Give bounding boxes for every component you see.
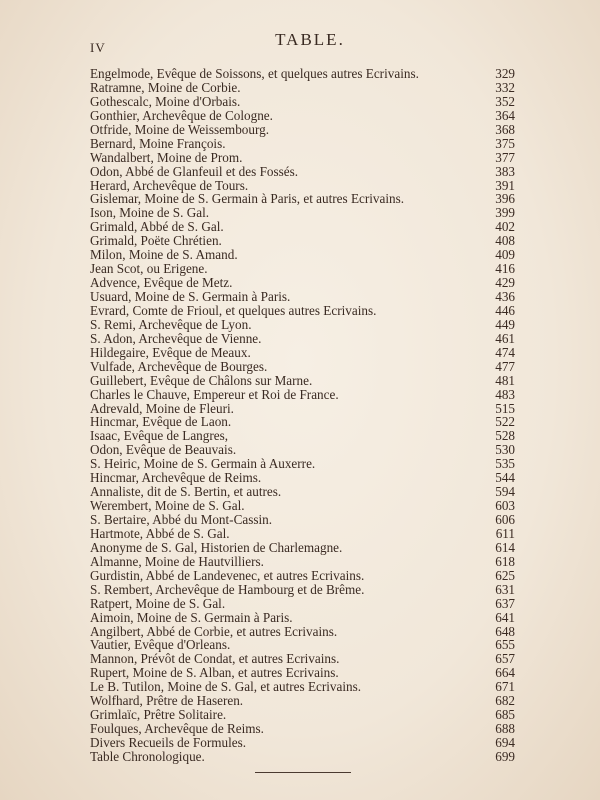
toc-entry <box>90 206 515 220</box>
toc-entry <box>90 513 515 527</box>
toc-entry-title: Milon, Moine de S. Amand. <box>90 247 238 263</box>
toc-entry-title: Wandalbert, Moine de Prom. <box>90 149 243 165</box>
toc-entry-page: 535 <box>495 456 515 472</box>
toc-entry-page: 409 <box>495 247 515 263</box>
toc-entry <box>90 680 515 694</box>
toc-entry-page: 603 <box>495 498 515 514</box>
toc-entry-title: Vautier, Evêque d'Orleans. <box>90 637 231 653</box>
toc-entry-page: 436 <box>495 289 515 304</box>
toc-entry <box>90 332 515 346</box>
toc-entry-page: 648 <box>495 623 515 639</box>
toc-entry <box>90 666 515 680</box>
toc-entry <box>90 109 515 123</box>
toc-entry-title: Bernard, Moine François. <box>90 135 226 151</box>
toc-entry-page: 429 <box>495 275 515 291</box>
toc-entry <box>90 750 515 764</box>
toc-entry-title: Vulfade, Archevêque de Bourges. <box>90 358 268 374</box>
toc-entry-title: Table Chronologique. <box>90 748 205 764</box>
toc-entry-title: Herard, Archevêque de Tours. <box>90 177 249 193</box>
toc-entry-page: 594 <box>495 484 515 500</box>
toc-entry-page: 611 <box>495 525 515 541</box>
toc-entry-page: 408 <box>495 233 515 249</box>
page-title: TABLE. <box>275 30 345 49</box>
toc-entry-page: 329 <box>495 66 515 81</box>
toc-entry-page: 461 <box>495 330 515 346</box>
toc-entry-page: 522 <box>495 414 515 430</box>
toc-entry-page: 694 <box>495 735 515 750</box>
toc-entry <box>90 652 515 666</box>
toc-entry-title: Evrard, Comte de Frioul, et quelques autres Ecrivains. <box>90 302 377 318</box>
toc-entry-title: Guillebert, Evêque de Châlons sur Marne. <box>90 372 313 388</box>
toc-entry <box>90 402 515 416</box>
toc-entry-title: Angilbert, Abbé de Corbie, et autres Ecrivains. <box>90 623 338 639</box>
toc-entry-page: 655 <box>495 637 515 653</box>
toc-entry-page: 375 <box>495 135 515 151</box>
toc-entry-title: Grimlaïc, Prêtre Solitaire. <box>90 707 227 723</box>
toc-entry-title: Isaac, Evêque de Langres, <box>90 428 229 444</box>
toc-entry-page: 481 <box>495 372 515 388</box>
toc-entry <box>90 95 515 109</box>
toc-entry <box>90 429 515 443</box>
toc-entry <box>90 220 515 234</box>
toc-entry-title: Ison, Moine de S. Gal. <box>90 205 210 221</box>
toc-entry-page: 449 <box>495 316 515 332</box>
toc-entry <box>90 192 515 206</box>
toc-entry-title: Rupert, Moine de S. Alban, et autres Ecrivains. <box>90 665 339 681</box>
toc-entry-page: 625 <box>495 567 515 583</box>
toc-entry <box>90 569 515 583</box>
toc-entry <box>90 388 515 402</box>
toc-entry-title: Hartmote, Abbé de S. Gal. <box>90 525 230 541</box>
toc-entry-page: 352 <box>495 93 515 109</box>
toc-entry <box>90 123 515 137</box>
toc-entry-page: 368 <box>495 121 515 137</box>
toc-entry <box>90 81 515 95</box>
toc-entry-page: 377 <box>495 149 515 165</box>
toc-entry <box>90 304 515 318</box>
toc-entry-title: Engelmode, Evêque de Soissons, et quelques autres Ecrivains. <box>90 66 419 81</box>
toc-entry-title: S. Remi, Archevêque de Lyon. <box>90 316 252 332</box>
toc-entry <box>90 471 515 485</box>
toc-entry-page: 688 <box>495 721 515 737</box>
toc-entry <box>90 499 515 513</box>
toc-entry-title: Charles le Chauve, Empereur et Roi de France. <box>90 386 339 402</box>
toc-entry-title: S. Heiric, Moine de S. Germain à Auxerre. <box>90 456 316 472</box>
toc-entry-page: 383 <box>495 163 515 179</box>
toc-entry-title: Odon, Evêque de Beauvais. <box>90 442 237 458</box>
toc-entry-title: S. Adon, Archevêque de Vienne. <box>90 330 262 346</box>
toc-entry-title: Annaliste, dit de S. Bertin, et autres. <box>90 484 282 500</box>
toc-entry <box>90 179 515 193</box>
toc-entry <box>90 67 515 81</box>
toc-entry <box>90 625 515 639</box>
toc-entry-title: Hincmar, Archevêque de Reims. <box>90 470 262 486</box>
toc-entry-page: 606 <box>495 512 515 527</box>
toc-entry-title: Hildegaire, Evêque de Meaux. <box>90 344 251 360</box>
toc-entry <box>90 262 515 276</box>
toc-entry <box>90 248 515 262</box>
toc-entry-page: 530 <box>495 442 515 458</box>
toc-entry-title: Almanne, Moine de Hautvilliers. <box>90 553 264 569</box>
toc-entry <box>90 555 515 569</box>
toc-entry-title: Gislemar, Moine de S. Germain à Paris, et autres Ecrivains. <box>90 191 405 207</box>
page-folio: IV <box>90 40 106 55</box>
toc-entry-title: Anonyme de S. Gal, Historien de Charlemagne. <box>90 539 343 555</box>
toc-entry-page: 528 <box>495 428 515 444</box>
toc-entry-title: Gothescalc, Moine d'Orbais. <box>90 93 241 109</box>
toc-entry-title: Ratpert, Moine de S. Gal. <box>90 595 226 611</box>
toc-entry-page: 483 <box>495 386 515 402</box>
toc-entry <box>90 736 515 750</box>
toc-entry-title: Gonthier, Archevêque de Cologne. <box>90 107 273 123</box>
divider-rule <box>255 772 351 773</box>
toc-entry <box>90 485 515 499</box>
toc-entry-title: Jean Scot, ou Erigene. <box>90 261 208 277</box>
toc-entry-page: 396 <box>495 191 515 207</box>
toc-entry-title: Wolfhard, Prêtre de Haseren. <box>90 693 244 709</box>
toc-entry-page: 474 <box>495 344 515 360</box>
toc-entry-page: 402 <box>495 219 515 235</box>
toc-entry-page: 515 <box>495 400 515 416</box>
toc-entry <box>90 694 515 708</box>
toc-entry-title: S. Bertaire, Abbé du Mont-Cassin. <box>90 512 273 527</box>
toc-entry-title: Advence, Evêque de Metz. <box>90 275 233 291</box>
toc-entry-page: 391 <box>495 177 515 193</box>
toc-entry-title: Mannon, Prévôt de Condat, et autres Ecrivains. <box>90 651 340 667</box>
toc-entry-title: Foulques, Archevêque de Reims. <box>90 721 264 737</box>
toc-entry-page: 631 <box>495 581 515 597</box>
toc-entry <box>90 541 515 555</box>
toc-entry-title: Hincmar, Evêque de Laon. <box>90 414 232 430</box>
toc-entry-page: 618 <box>495 553 515 569</box>
toc-entry <box>90 234 515 248</box>
toc-entry <box>90 346 515 360</box>
toc-entry <box>90 290 515 304</box>
toc-entry-page: 664 <box>495 665 515 681</box>
toc-entry-page: 544 <box>495 470 515 486</box>
toc-entry-title: Otfride, Moine de Weissembourg. <box>90 121 270 137</box>
toc-entry <box>90 527 515 541</box>
toc-entry-page: 657 <box>495 651 515 667</box>
toc-entry <box>90 137 515 151</box>
toc-entry-page: 477 <box>495 358 515 374</box>
toc-entry-page: 399 <box>495 205 515 221</box>
toc-entry <box>90 611 515 625</box>
toc-entry-title: Adrevald, Moine de Fleuri. <box>90 400 234 416</box>
toc-entry-page: 364 <box>495 107 515 123</box>
toc-entry-title: Werembert, Moine de S. Gal. <box>90 498 245 514</box>
toc-entry-page: 416 <box>495 261 515 277</box>
toc-entry <box>90 722 515 736</box>
toc-entry <box>90 360 515 374</box>
toc-entry <box>90 374 515 388</box>
toc-entry-title: Gurdistin, Abbé de Landevenec, et autres Ecrivains. <box>90 567 365 583</box>
toc-entry-title: Divers Recueils de Formules. <box>90 735 247 750</box>
toc-entry-page: 332 <box>495 79 515 95</box>
toc-entry-title: Grimald, Poëte Chrétien. <box>90 233 222 249</box>
toc-entry <box>90 276 515 290</box>
toc-entry <box>90 318 515 332</box>
toc-entry-title: Usuard, Moine de S. Germain à Paris. <box>90 289 291 304</box>
toc-entry <box>90 443 515 457</box>
toc-entry-page: 614 <box>495 539 515 555</box>
toc-entry <box>90 583 515 597</box>
toc-entry-page: 685 <box>495 707 515 723</box>
toc-entry <box>90 457 515 471</box>
toc-entry-page: 699 <box>495 748 515 764</box>
table-of-contents <box>90 67 515 764</box>
toc-entry <box>90 638 515 652</box>
toc-entry-page: 682 <box>495 693 515 709</box>
toc-entry <box>90 708 515 722</box>
toc-entry-title: Le B. Tutilon, Moine de S. Gal, et autres Ecrivains. <box>90 679 362 695</box>
toc-entry-title: Odon, Abbé de Glanfeuil et des Fossés. <box>90 163 299 179</box>
toc-entry-title: Aimoin, Moine de S. Germain à Paris. <box>90 609 293 625</box>
toc-entry-page: 641 <box>495 609 515 625</box>
toc-entry <box>90 415 515 429</box>
toc-entry-page: 446 <box>495 302 515 318</box>
toc-entry <box>90 597 515 611</box>
toc-entry-title: S. Rembert, Archevêque de Hambourg et de Brême. <box>90 581 365 597</box>
toc-entry-page: 671 <box>495 679 515 695</box>
toc-entry-title: Ratramne, Moine de Corbie. <box>90 79 241 95</box>
toc-entry-page: 637 <box>495 595 515 611</box>
toc-entry-title: Grimald, Abbé de S. Gal. <box>90 219 224 235</box>
toc-entry <box>90 165 515 179</box>
toc-entry <box>90 151 515 165</box>
